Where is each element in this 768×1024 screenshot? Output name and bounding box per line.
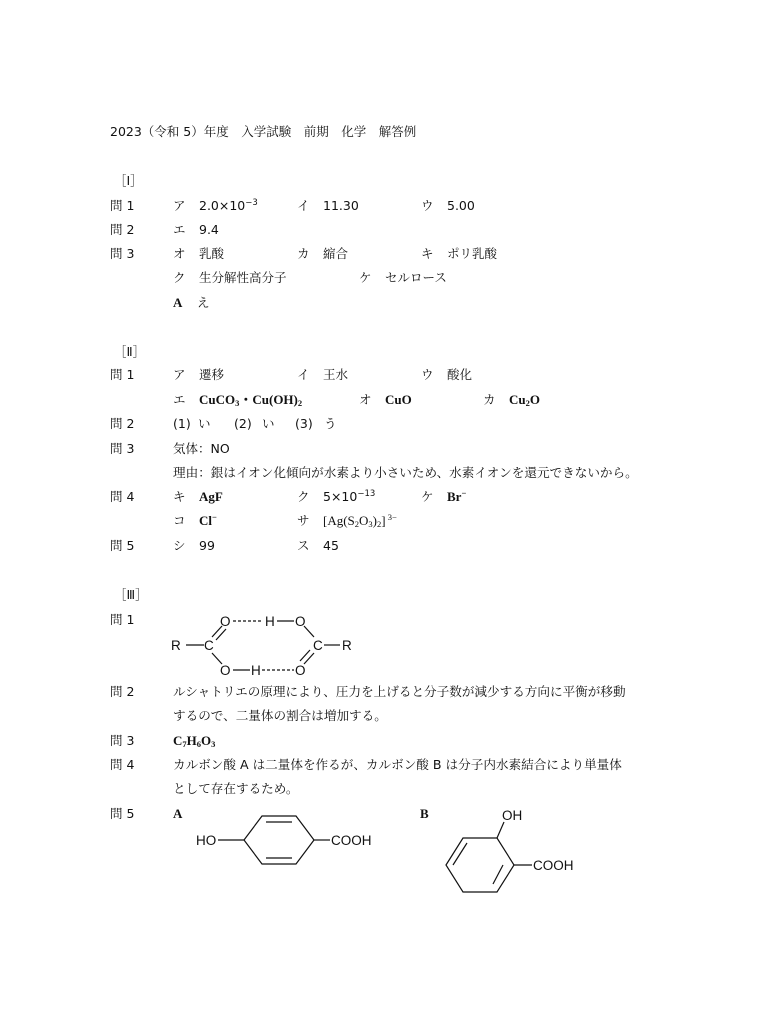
- compound-label: A: [173, 806, 183, 821]
- answer-text: カルボン酸 A は二量体を作るが、カルボン酸 B は分子内水素結合により単量体: [173, 757, 622, 772]
- question-label: 問 2: [110, 416, 135, 431]
- question-label: 問 1: [110, 612, 135, 627]
- answer-kana: ウ: [421, 367, 434, 382]
- atom-label: COOH: [533, 858, 574, 873]
- answer-kana: ケ: [421, 489, 434, 504]
- sub-label: (3): [295, 416, 313, 431]
- answer-value: 王水: [323, 367, 349, 382]
- answer-kana: エ: [173, 222, 186, 237]
- question-label: 問 2: [110, 222, 135, 237]
- answer-kana: カ: [297, 246, 310, 261]
- atom-label: HO: [196, 833, 217, 848]
- answer-label: A: [173, 295, 183, 310]
- answer-value: $2.0\times 10^{-3}$: [199, 198, 258, 213]
- chemical-formula: $[Ag(S_2O_3)_2]$ $^{3-}$: [323, 512, 397, 529]
- atom-label: C: [313, 638, 323, 653]
- chemical-formula: AgF: [199, 489, 223, 504]
- answer-kana: ア: [173, 198, 186, 213]
- chemical-formula: Cl−: [199, 512, 217, 528]
- answer-value: セルロース: [385, 270, 447, 285]
- answer-value: 99: [199, 538, 215, 553]
- compound-label: B: [420, 806, 429, 821]
- answer-kana: ク: [297, 489, 310, 504]
- answer-value: い: [262, 416, 275, 431]
- answer-text: 気体：NO: [173, 441, 230, 456]
- answer-kana: カ: [483, 392, 496, 407]
- answer-kana: シ: [173, 538, 186, 553]
- answer-value: ポリ乳酸: [447, 246, 498, 261]
- atom-label: H: [251, 663, 261, 678]
- atom-label: O: [295, 614, 306, 629]
- answer-kana: イ: [297, 198, 310, 213]
- chemical-formula: CuCO$_3$・$Cu(OH)_2$: [199, 392, 303, 408]
- answer-value: 遷移: [199, 367, 225, 382]
- answer-kana: イ: [297, 367, 310, 382]
- chemical-formula: CuO: [385, 392, 412, 407]
- atom-label: R: [171, 638, 181, 653]
- question-label: 問 3: [110, 441, 135, 456]
- chemical-formula: Br−: [447, 488, 467, 504]
- question-label: 問 5: [110, 806, 135, 821]
- atom-label: R: [342, 638, 352, 653]
- answer-kana: エ: [173, 392, 186, 407]
- answer-value: え: [197, 295, 210, 310]
- section-2-header: ［Ⅱ］: [114, 344, 146, 359]
- answer-value: 縮合: [323, 246, 349, 261]
- answer-kana: オ: [173, 246, 186, 261]
- answer-text: ルシャトリエの原理により、圧力を上げると分子数が減少する方向に平衡が移動: [173, 684, 626, 699]
- atom-label: H: [265, 614, 275, 629]
- atom-label: C: [204, 638, 214, 653]
- answer-kana: オ: [359, 392, 372, 407]
- answer-value: $5\times 10^{-13}$: [323, 489, 376, 504]
- answer-value: 45: [323, 538, 339, 553]
- answer-kana: ケ: [359, 270, 372, 285]
- atom-label: O: [220, 663, 231, 678]
- section-1-header: ［Ⅰ］: [114, 173, 143, 188]
- answer-kana: ス: [297, 538, 310, 553]
- answer-kana: コ: [173, 513, 186, 528]
- question-label: 問 3: [110, 733, 135, 748]
- question-label: 問 2: [110, 684, 135, 699]
- answer-value: 9.4: [199, 222, 219, 237]
- section-3-header: ［Ⅲ］: [114, 587, 148, 602]
- atom-label: COOH: [331, 833, 372, 848]
- atom-label: OH: [502, 808, 523, 823]
- atom-label: O: [220, 614, 231, 629]
- chemical-formula: $Cu_2O$: [509, 392, 540, 408]
- answer-text: として存在するため。: [173, 781, 299, 796]
- question-label: 問 5: [110, 538, 135, 553]
- page-title: 2023（令和 5）年度 入学試験 前期 化学 解答例: [110, 124, 417, 139]
- answer-value: 酸化: [447, 367, 473, 382]
- answer-kana: サ: [297, 513, 310, 528]
- atom-label: O: [295, 663, 306, 678]
- answer-kana: キ: [421, 246, 434, 261]
- answer-value: い: [198, 416, 211, 431]
- answer-value: 11.30: [323, 198, 359, 213]
- question-label: 問 4: [110, 757, 135, 772]
- answer-kana: ア: [173, 367, 186, 382]
- answer-text: 理由：銀はイオン化傾向が水素より小さいため、水素イオンを還元できないから。: [173, 465, 638, 480]
- sub-label: (1): [173, 416, 191, 431]
- answer-kana: ク: [173, 270, 186, 285]
- question-label: 問 3: [110, 246, 135, 261]
- answer-value: 乳酸: [199, 246, 225, 261]
- answer-value: 生分解性高分子: [199, 270, 287, 285]
- question-label: 問 1: [110, 198, 135, 213]
- answer-text: するので、二量体の割合は増加する。: [173, 708, 387, 723]
- sub-label: (2): [234, 416, 252, 431]
- answer-value: 5.00: [447, 198, 475, 213]
- question-label: 問 4: [110, 489, 135, 504]
- answer-kana: ウ: [421, 198, 434, 213]
- chemical-formula: $C_7H_6O_3$: [173, 733, 216, 749]
- question-label: 問 1: [110, 367, 135, 382]
- answer-value: う: [324, 416, 337, 431]
- answer-kana: キ: [173, 489, 186, 504]
